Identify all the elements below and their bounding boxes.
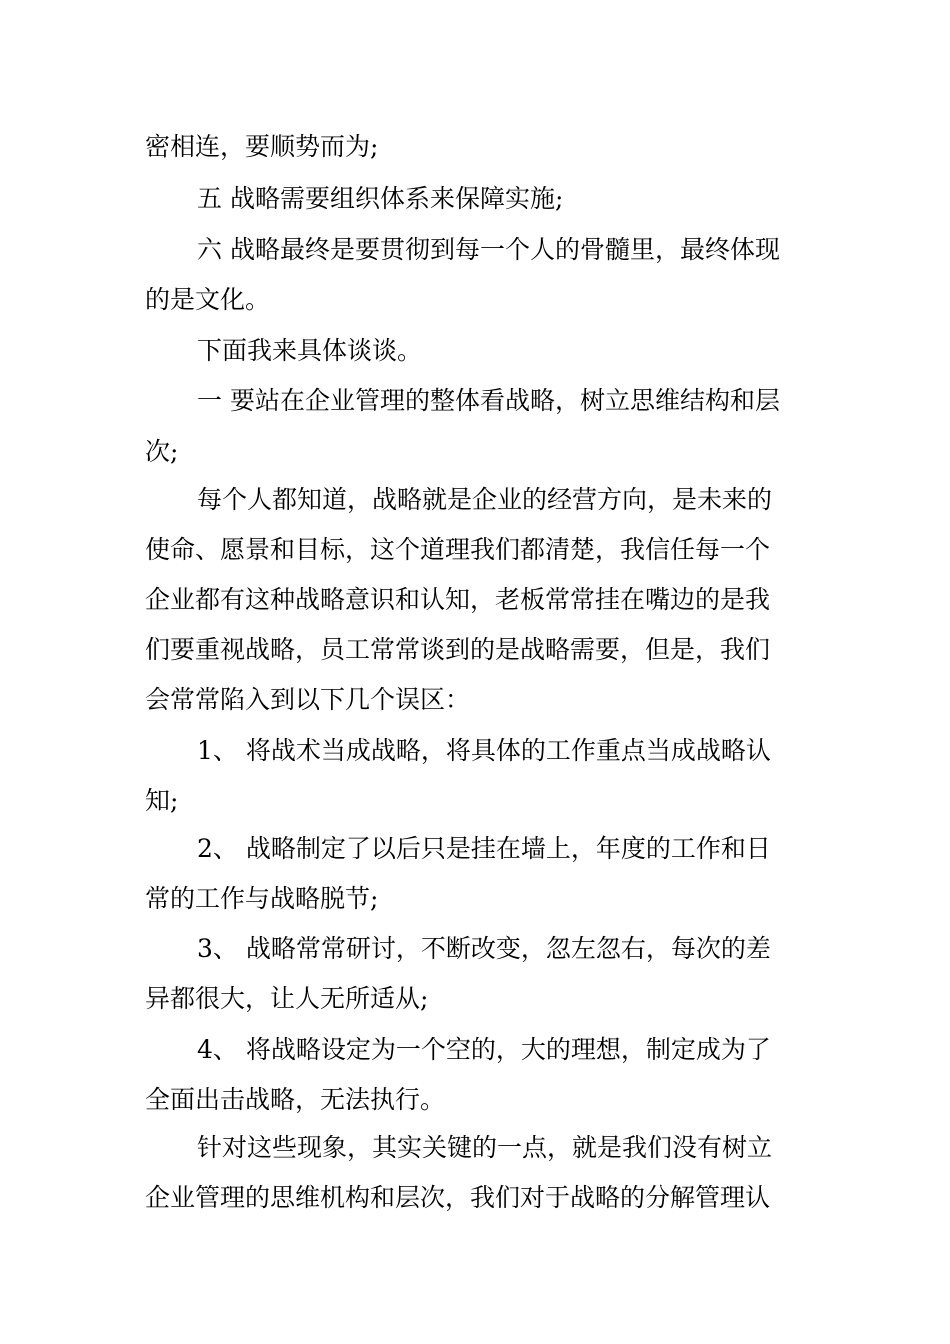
text-line: 4、 将战略设定为一个空的，大的理想，制定成为了 xyxy=(197,1035,771,1064)
text-line: 的是文化。 xyxy=(145,285,271,314)
text-line: 1、 将战术当成战略，将具体的工作重点当成战略认 xyxy=(197,736,771,765)
text-line: 次; xyxy=(145,437,179,466)
text-line: 全面出击战略，无法执行。 xyxy=(145,1085,446,1114)
text-line: 会常常陷入到以下几个误区： xyxy=(145,685,471,714)
text-line: 一 要站在企业管理的整体看战略，树立思维结构和层 xyxy=(197,386,780,415)
text-line: 使命、愿景和目标，这个道理我们都清楚，我信任每一个 xyxy=(145,535,771,564)
text-line: 3、 战略常常研讨，不断改变，忽左忽右，每次的差 xyxy=(197,934,771,963)
text-line: 密相连，要顺势而为; xyxy=(145,132,379,161)
text-line: 常的工作与战略脱节; xyxy=(145,884,379,913)
text-line: 异都很大，让人无所适从; xyxy=(145,984,429,1013)
text-line: 2、 战略制定了以后只是挂在墙上，年度的工作和日 xyxy=(197,834,771,863)
text-line: 企业管理的思维机构和层次，我们对于战略的分解管理认 xyxy=(145,1183,771,1212)
text-line: 企业都有这种战略意识和认知，老板常常挂在嘴边的是我 xyxy=(145,585,771,614)
text-line: 知; xyxy=(145,786,179,815)
text-line: 针对这些现象，其实关键的一点，就是我们没有树立 xyxy=(197,1133,773,1162)
text-line: 六 战略最终是要贯彻到每一个人的骨髓里，最终体现 xyxy=(197,235,780,264)
text-line: 每个人都知道，战略就是企业的经营方向，是未来的 xyxy=(197,485,773,514)
text-line: 们要重视战略，员工常常谈到的是战略需要，但是，我们 xyxy=(145,635,771,664)
text-line: 五 战略需要组织体系来保障实施; xyxy=(197,184,564,213)
text-line: 下面我来具体谈谈。 xyxy=(197,336,423,365)
